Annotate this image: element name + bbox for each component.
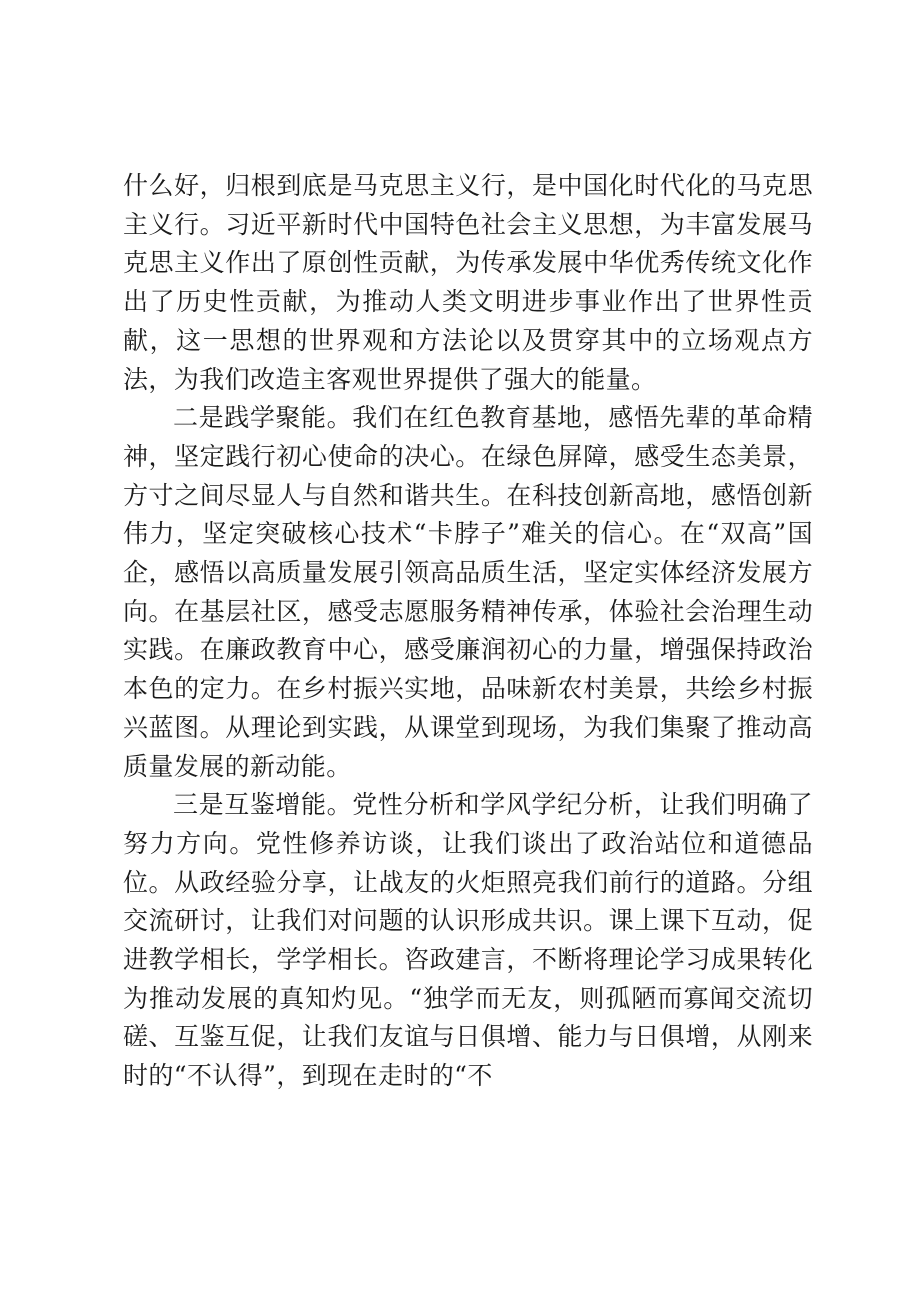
paragraph-practice: 二是践学聚能。我们在红色教育基地，感悟先辈的革命精神，坚定践行初心使命的决心。在绿色屏障，感受生态美景，方寸之间尽显人与自然和谐共生。在科技创新高地，感悟创新伟力，坚定突破核心技术“卡脖子”难关的信心。在“双高”国企，感悟以高质量发展引领高品质生活，坚定实体经济发展方向。在基层社区，感受志愿服务精神传承，体验社会治理生动实践。在廉政教育中心，感受廉润初心的力量，增强保持政治本色的定力。在乡村振兴实地，品味新农村美景，共绘乡村振兴蓝图。从理论到实践，从课堂到现场，为我们集聚了推动高质量发展的新动能。	[123, 403, 813, 781]
paragraph-mutual-learning: 三是互鉴增能。党性分析和学风学纪分析，让我们明确了努力方向。党性修养访谈，让我们谈出了政治站位和道德品位。从政经验分享，让战友的火炬照亮我们前行的道路。分组交流研讨，让我们对问题的认识形成共识。课上课下互动，促进教学相长，学学相长。咨政建言，不断将理论学习成果转化为推动发展的真知灼见。“独学而无友，则孤陋而寡闻交流切磋、互鉴互促，让我们友谊与日俱增、能力与日俱增，从刚来时的“不认得”，到现在走时的“不	[123, 790, 813, 1091]
paragraph-continuation: 什么好，归根到底是马克思主义行，是中国化时代化的马克思主义行。习近平新时代中国特色社会主义思想，为丰富发展马克思主义作出了原创性贡献，为传承发展中华优秀传统文化作出了历史性贡献，为推动人类文明进步事业作出了世界性贡献，这一思想的世界观和方法论以及贯穿其中的立场观点方法，为我们改造主客观世界提供了强大的能量。	[123, 171, 813, 394]
document-body	[123, 167, 813, 1096]
